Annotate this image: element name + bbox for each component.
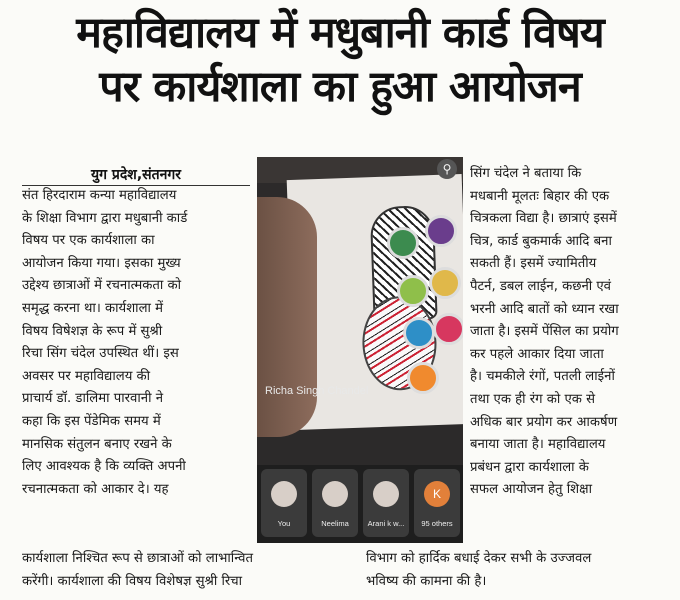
right-column-line: पैटर्न, डबल लाईन, कछनी एवं (470, 278, 612, 294)
paint-pot (425, 215, 457, 247)
right-column-line: अधिक बार प्रयोग कर आकर्षण (470, 414, 618, 430)
left-column-line: आयोजन किया गया। इसका मुख्य (22, 255, 181, 271)
article-right-column (470, 163, 670, 502)
left-column-line: लिए आवश्यक है कि व्यक्ति अपनी (22, 459, 186, 475)
byline: युग प्रदेश,संतनगर (22, 166, 250, 186)
participant-tile (363, 469, 409, 537)
right-column-line: सिंग चंदेल ने बताया कि (470, 166, 582, 181)
bottom-left-line: करेंगी। कार्यशाला की विषय विशेषज्ञ सुश्री रिचा (22, 573, 243, 589)
avatar (373, 481, 399, 507)
avatar: K (424, 481, 450, 507)
left-column-line: संत हिरदाराम कन्या महाविद्यालय (22, 188, 177, 203)
right-column-line: मधबानी मूलतः बिहार की एक (470, 188, 610, 204)
left-column-line: प्राचार्य डॉ. डालिमा पारवानी ने (22, 391, 164, 407)
paint-pot (387, 227, 419, 259)
headline (0, 6, 680, 114)
headline-line-2: पर कार्यशाला का हुआ आयोजन (99, 62, 581, 112)
participant-name: You (277, 519, 291, 528)
bottom-left-line: कार्यशाला निश्चित रूप से छात्राओं को लाभान्वित (22, 551, 254, 566)
left-column-line: विषय पर एक कार्यशाला का (22, 233, 155, 249)
right-column-line: चित्रकला विद्या है। छात्राएं इसमें (470, 211, 617, 227)
participant-name: 95 others (421, 519, 453, 528)
left-column-line: उद्देश्य छात्राओं में रचनात्मकता को (22, 278, 182, 294)
headline-line-1: महाविद्यालय में मधुबानी कार्ड विषय (76, 8, 604, 58)
left-column-line: कहा कि इस पेंडेमिक समय में (22, 413, 161, 429)
left-column-line: अवसर पर महाविद्यालय की (22, 368, 151, 384)
avatar (322, 481, 348, 507)
artist-hand (257, 197, 317, 437)
right-column-line: कर पहले आकार दिया जाता (470, 346, 604, 362)
participant-tile (312, 469, 358, 537)
workshop-photo (257, 157, 463, 543)
right-column-line: है। चमकीले रंगों, पतली लाईनों (470, 369, 615, 385)
left-column-line: मानसिक संतुलन बनाए रखने के (22, 436, 172, 452)
paint-pot (397, 275, 429, 307)
left-column-line: रिचा सिंग चंदेल उपस्थित थीं। इस (22, 346, 179, 362)
article-left-column (22, 185, 254, 501)
right-column-line: तथा एक ही रंग को एक से (470, 391, 596, 407)
paint-pot (403, 317, 435, 349)
right-column-line: सफल आयोजन हेतु शिक्षा (470, 482, 593, 498)
bottom-right-line: विभाग को हार्दिक बधाई देकर सभी के उज्जवल (366, 551, 592, 566)
left-column-line: समृद्ध करना था। कार्यशाला में (22, 300, 164, 316)
left-column-line: विषय विषेशज्ञ के रूप में सुश्री (22, 323, 163, 339)
right-column-line: बनाया जाता है। महाविद्यालय (470, 437, 606, 453)
speaker-name-tag: Richa Singh Chandel (265, 385, 369, 397)
right-column-line: चित्र, कार्ड बुकमार्क आदि बना (470, 233, 612, 249)
left-column-line: रचनात्मकता को आकार दे। यह (22, 481, 169, 497)
right-column-line: भरनी आदि बातों को ध्यान रखा (470, 301, 619, 317)
participant-tile (414, 469, 460, 537)
paint-pot (407, 362, 439, 394)
pin-icon: ⚲ (437, 159, 457, 179)
paint-pot (429, 267, 461, 299)
paint-pot (433, 313, 463, 345)
participant-tile (261, 469, 307, 537)
participant-name: Arani k w... (367, 519, 405, 528)
article-bottom-left (22, 548, 342, 593)
avatar (271, 481, 297, 507)
right-column-line: जाता है। इसमें पेंसिल का प्रयोग (470, 324, 619, 340)
right-column-line: सकती हैं। इसमें ज्यामितीय (470, 256, 597, 272)
right-column-line: प्रबंधन द्वारा कार्यशाला के (470, 459, 589, 475)
participant-name: Neelima (321, 519, 349, 528)
participant-tiles (257, 465, 463, 543)
bottom-right-line: भविष्य की कामना की है। (366, 573, 487, 589)
article-bottom-right (366, 548, 671, 593)
left-column-line: के शिक्षा विभाग द्वारा मधुबानी कार्ड (22, 210, 188, 226)
